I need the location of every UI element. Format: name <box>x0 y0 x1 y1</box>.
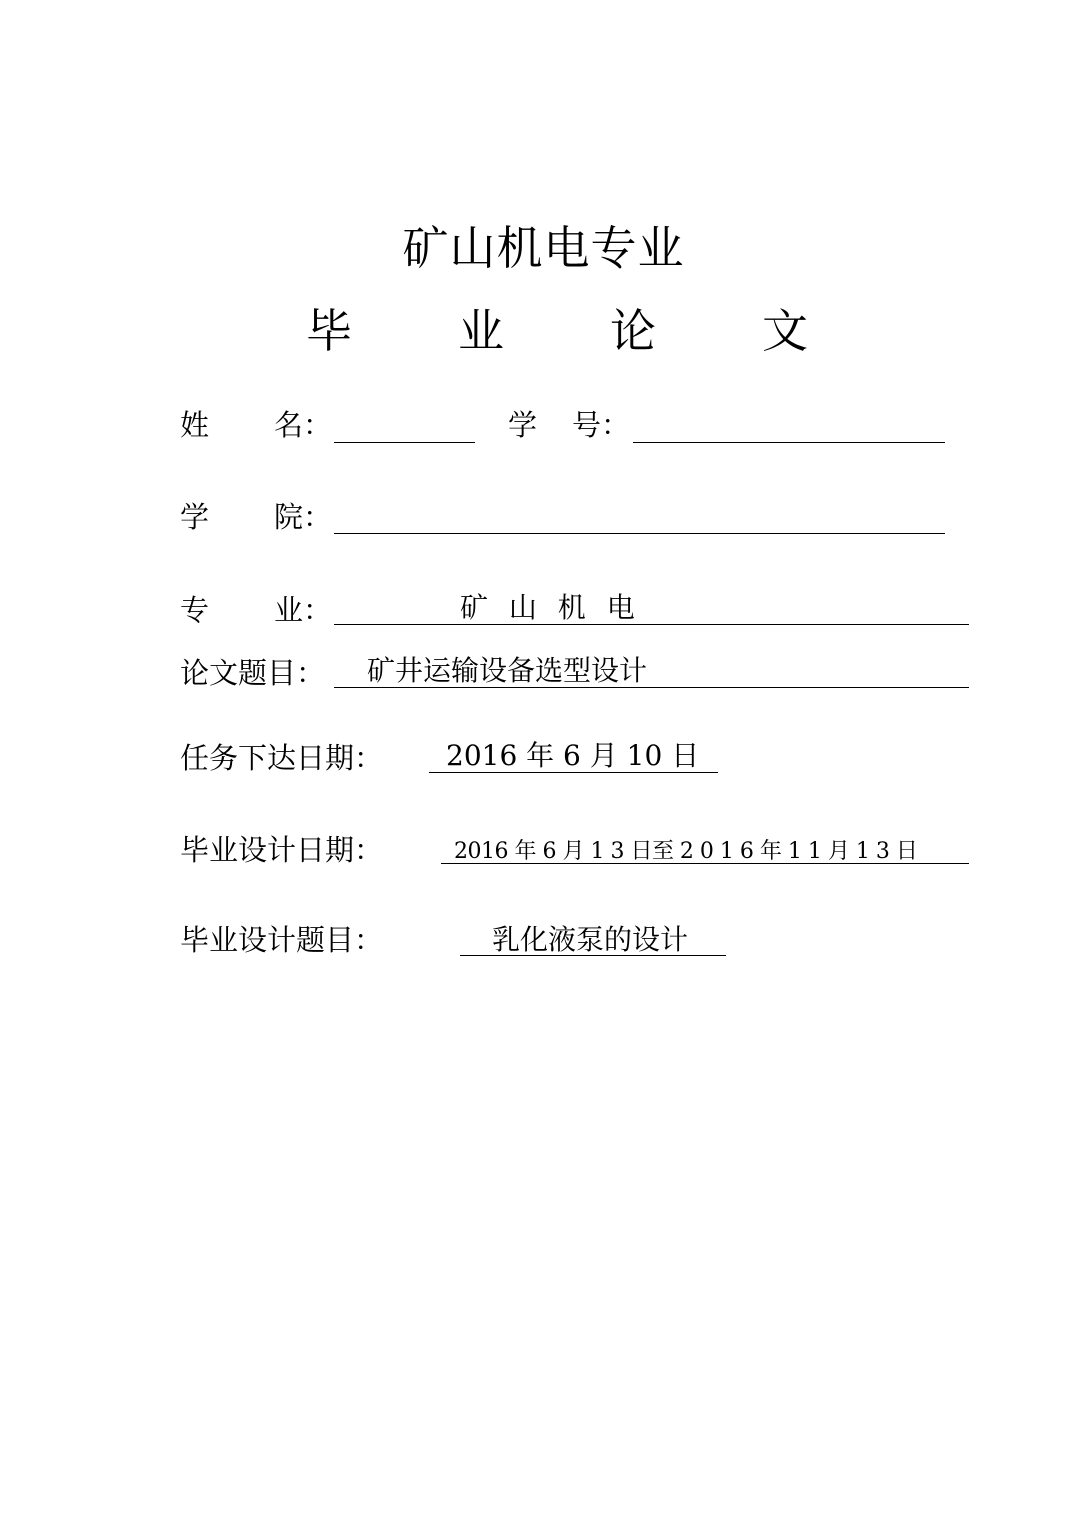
row-major <box>0 590 1087 640</box>
row-assign-date <box>0 738 1087 788</box>
college-label-b: 院： <box>274 500 333 534</box>
title-char-1: 毕 <box>306 304 352 358</box>
student-id-field-line[interactable] <box>633 442 945 443</box>
row-name-id <box>0 405 1087 455</box>
major-label-b: 业： <box>274 593 333 627</box>
design-dates-value: 2016 年 6 月 1 3 日至 2 0 1 6 年 1 1 月 1 3 日 <box>454 839 918 864</box>
title-char-3: 论 <box>610 304 656 358</box>
title-char-2: 业 <box>458 304 504 358</box>
row-design-dates <box>0 830 1087 880</box>
name-label-b: 名： <box>274 408 333 442</box>
design-dates-label: 毕业设计日期： <box>180 833 384 867</box>
row-thesis-title <box>0 653 1087 703</box>
design-title-label: 毕业设计题目： <box>180 923 384 957</box>
name-field-line[interactable] <box>334 442 475 443</box>
thesis-title-value: 矿井运输设备选型设计 <box>367 654 648 687</box>
page-title-thesis <box>0 300 1087 362</box>
assign-date-value: 2016 年 6 月 10 日 <box>446 739 700 772</box>
college-label-a: 学 <box>180 500 210 534</box>
assign-date-label: 任务下达日期： <box>180 741 384 775</box>
design-title-value: 乳化液泵的设计 <box>492 923 689 956</box>
name-label-a: 姓 <box>180 408 210 442</box>
college-field-line[interactable] <box>334 533 945 534</box>
student-id-label-b: 号： <box>572 408 631 442</box>
major-field-line[interactable] <box>334 624 969 625</box>
major-label-a: 专 <box>180 593 210 627</box>
thesis-title-label: 论文题目： <box>180 656 326 690</box>
page-title-major: 矿山机电专业 <box>402 221 685 275</box>
row-design-title <box>0 920 1087 970</box>
row-college <box>0 497 1087 547</box>
title-char-4: 文 <box>762 304 808 358</box>
student-id-label-a: 学 <box>508 408 538 442</box>
major-value: 矿 山 机 电 <box>460 591 641 624</box>
